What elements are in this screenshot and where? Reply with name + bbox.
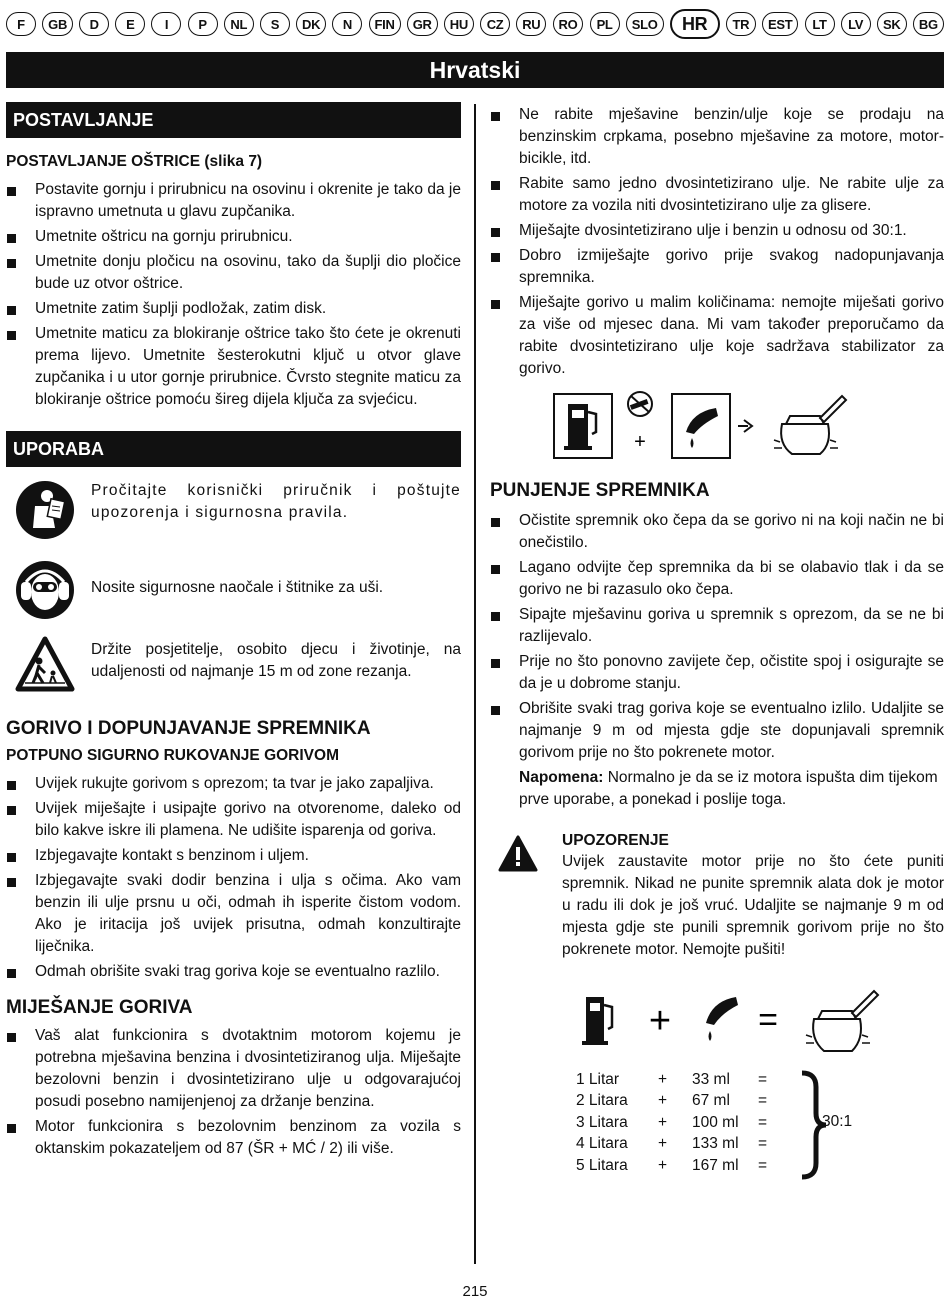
language-bar [6,10,944,38]
mix-cell-litres: 5 Litara [576,1156,628,1174]
refuel-item: Obrišite svaki trag goriva koje se eventualno izlilo. Udaljite se najmanje 9 m od mjesta gdje ste dopunjavali spremnik gorivom prije no što pokrenete motor. [490,698,944,764]
lang-tab-n[interactable]: N [332,12,362,36]
refuel-item: Lagano odvijte čep spremnika da bi se olabavio tlak i da se gorivo ne bi razasulo oko čepa. [490,557,944,601]
fuel-safety-item: Izbjegavajte kontakt s benzinom i uljem. [6,845,461,867]
lang-tab-sk[interactable]: SK [877,12,907,36]
section-header-uporaba: UPORABA [6,431,461,467]
mix-ratio: 30:1 [822,1113,853,1130]
mix-table [576,1069,778,1177]
postavljanje-item: Umetnite donju pločicu na osovinu, tako da šuplji dio pločice bude uz otvor oštrice. [6,251,461,295]
lang-tab-e[interactable]: E [115,12,145,36]
heading-refuel: PUNJENJE SPREMNIKA [490,480,710,501]
diagram-mix-equation [582,985,892,1057]
note-label: Napomena: [519,769,604,786]
mix-cell-litres: 3 Litara [576,1113,628,1131]
fuel-safety-item: Uvijek rukujte gorivom s oprezom; ta tvar je jako zapaljiva. [6,773,461,795]
left-column [6,102,461,1163]
mix-cell-eq: = [758,1070,768,1088]
lang-tab-est[interactable]: EST [762,12,798,36]
lang-tab-bg[interactable]: BG [913,12,944,36]
subheading-blade: POSTAVLJANJE OŠTRICE (slika 7) [6,153,263,170]
section-header-postavljanje: POSTAVLJANJE [6,102,461,138]
lang-tab-dk[interactable]: DK [296,12,326,36]
warning-text: Uvijek zaustavite motor prije no što ćete puniti spremnik. Nikad ne punite spremnik alata dok je motor u radu ili dok je još vruć. Udaljite se najmanje 9 m od mjesta gdje ste punili spremnik gorivom prije no što pokrenete motor. Nemojte pušiti! [562,853,944,958]
mix-table-row [576,1134,778,1156]
mix-table-row [576,1112,778,1134]
diagram1-plus: + [634,431,646,453]
mix-cell-ml: 100 ml [692,1113,739,1131]
fuel-mix-diagram [552,390,944,462]
mix-equation-diagram [582,985,944,1057]
bullet-list-refuel [490,510,944,764]
warning-text-block [562,831,944,961]
fuel-safety-item: Odmah obrišite svaki trag goriva koje se eventualno razlilo. [6,961,461,983]
mix-cell-plus: + [658,1135,668,1153]
lang-tab-pl[interactable]: PL [590,12,620,36]
lang-tab-hu[interactable]: HU [444,12,474,36]
mix-rule-item: Ne rabite mješavine benzin/ulje koje se prodaju na benzinskim crpkama, posebno mješavine za motore, motor-bicikle, itd. [490,104,944,170]
refuel-item: Sipajte mješavinu goriva u spremnik s oprezom, da se ne bi razlijevalo. [490,604,944,648]
note [490,767,944,811]
postavljanje-item: Umetnite maticu za blokiranje oštrice tako što ćete je okrenuti prema lijevo. Umetnite šesterokutni ključ u otvor glave zupčanika i u utor gornje prirubnice. Čvrsto stegnite maticu za blokiranje oštrice pomoću šireg dijela ključa za svjećicu. [6,323,461,411]
icon-row-distance [6,635,461,695]
page-title: Hrvatski [6,52,944,88]
bullet-list-mix-rules [490,104,944,380]
mix-cell-ml: 167 ml [692,1156,739,1174]
lang-tab-i[interactable]: I [151,12,181,36]
bullet-list-mixing [6,1025,461,1160]
distance-text: Držite posjetitelje, osobito djecu i životinje, na udaljenosti od najmanje 15 m od zone rezanja. [91,641,461,680]
lang-tab-gb[interactable]: GB [42,12,73,36]
lang-tab-ru[interactable]: RU [516,12,546,36]
manual-text: Pročitajte korisnički priručnik i poštujte upozorenja i sigurnosna pravila. [91,482,461,521]
mix-table-row [576,1155,778,1177]
mix-cell-litres: 1 Litar [576,1070,620,1088]
mix-cell-eq: = [758,1092,768,1110]
heading-fuel: GORIVO I DOPUNJAVANJE SPREMNIKA [6,718,371,739]
lang-tab-s[interactable]: S [260,12,290,36]
subheading-fuel-safety: POTPUNO SIGURNO RUKOVANJE GORIVOM [6,747,339,764]
mix-table-row [576,1069,778,1091]
warning-block [490,831,944,961]
mix-cell-plus: + [658,1156,668,1174]
mix-cell-plus: + [658,1092,668,1110]
read-manual-icon [15,480,75,540]
fuel-can-icon [774,396,846,454]
lang-tab-p[interactable]: P [188,12,218,36]
bullet-list-postavljanje [6,179,461,411]
mixing-item: Vaš alat funkcionira s dvotaktnim motorom kojemu je potrebna mješavina benzina i dvosintetiziranog ulja. Miješajte bezolovni benzin i dvosintetizirano ulje u odgovarajućoj posudi posebno namijenjenoj za držanje benzina. [6,1025,461,1113]
mix-rule-item: Miješajte gorivo u malim količinama: nemojte miješati gorivo za više od mjesec dana. Mi vam također preporučamo da rabite dvosintetizirano ulje koje sadržava stabilizator za gorivo. [490,292,944,380]
protection-text: Nosite sigurnosne naočale i štitnike za uši. [91,579,384,596]
no-smoking-icon [628,392,652,416]
icon-row-protection [6,560,461,620]
mix-cell-ml: 67 ml [692,1092,730,1110]
diagram2-equals: = [758,1001,778,1039]
lang-tab-f[interactable]: F [6,12,36,36]
mix-cell-eq: = [758,1135,768,1153]
lang-tab-lt[interactable]: LT [805,12,835,36]
right-column [490,104,944,1181]
warning-triangle-icon [498,835,538,873]
postavljanje-item: Postavite gornju i prirubnicu na osovinu i okrenite je tako da je ispravno umetnuta u glavu zupčanika. [6,179,461,223]
lang-tab-fin[interactable]: FIN [369,12,401,36]
lang-tab-d[interactable]: D [79,12,109,36]
mix-cell-ml: 133 ml [692,1135,739,1153]
mix-ratio-table [576,1069,944,1181]
mix-table-row [576,1091,778,1113]
lang-tab-tr[interactable]: TR [726,12,756,36]
bullet-list-fuel [6,773,461,983]
oil-funnel-icon-2 [706,997,738,1041]
page-number: 215 [462,1283,488,1300]
column-divider [474,104,476,1264]
mix-rule-item: Rabite samo jedno dvosintetizirano ulje. Ne rabite ulje za motore za vozila niti dvosintetizirano ulje za glisere. [490,173,944,217]
lang-tab-hr[interactable]: HR [670,9,720,39]
icon-row-manual [6,480,461,540]
lang-tab-gr[interactable]: GR [407,12,438,36]
postavljanje-item: Umetnite oštricu na gornju prirubnicu. [6,226,461,248]
heading-mixing: MIJEŠANJE GORIVA [6,997,193,1018]
mix-cell-eq: = [758,1113,768,1131]
lang-tab-nl[interactable]: NL [224,12,254,36]
postavljanje-item: Umetnite zatim šuplji podložak, zatim disk. [6,298,461,320]
fuel-pump-icon-2 [582,997,612,1045]
fuel-can-icon-2 [806,991,878,1051]
arrow-icon [738,420,752,432]
fuel-safety-item: Uvijek miješajte i usipajte gorivo na otvorenome, daleko od bilo kakve iskre ili plamena. Ne udišite isparenja od goriva. [6,798,461,842]
mix-cell-plus: + [658,1070,668,1088]
lang-tab-cz[interactable]: CZ [480,12,510,36]
keep-distance-warning-icon [15,635,75,695]
lang-tab-slo[interactable]: SLO [626,12,664,36]
mixing-item: Motor funkcionira s bezolovnim benzinom za vozila s oktanskim pokazateljem od 87 (ŠR + MĆ / 2) ili više. [6,1116,461,1160]
refuel-item: Prije no što ponovno zavijete čep, očistite spoj i osigurajte se da je u dobrome stanju. [490,651,944,695]
lang-tab-ro[interactable]: RO [553,12,584,36]
note-text: Normalno je da se iz motora ispušta dim tijekom prve uporabe, a ponekad i poslije toga. [519,769,938,808]
mix-cell-eq: = [758,1156,768,1174]
mix-cell-litres: 4 Litara [576,1135,628,1153]
fuel-safety-item: Izbjegavajte svaki dodir benzina i ulja s očima. Ako vam benzin ili ulje prsnu u oči, odmah ih isperite čistom vodom. Ako je iritacija još uvijek prisutna, odmah konzultirajte liječnika. [6,870,461,958]
goggles-earmuffs-icon [15,560,75,620]
mix-cell-ml: 33 ml [692,1070,730,1088]
mix-cell-plus: + [658,1113,668,1131]
refuel-item: Očistite spremnik oko čepa da se gorivo ni na koji način ne bi onečistilo. [490,510,944,554]
lang-tab-lv[interactable]: LV [841,12,871,36]
mix-rule-item: Dobro izmiješajte gorivo prije svakog nadopunjavanja spremnika. [490,245,944,289]
diagram-fuel-oil-mix [552,390,852,462]
mix-cell-litres: 2 Litara [576,1092,628,1110]
diagram2-plus: + [648,1000,672,1042]
warning-title: UPOZORENJE [562,832,669,849]
mix-rule-item: Miješajte dvosintetizirano ulje i benzin u odnosu od 30:1. [490,220,944,242]
